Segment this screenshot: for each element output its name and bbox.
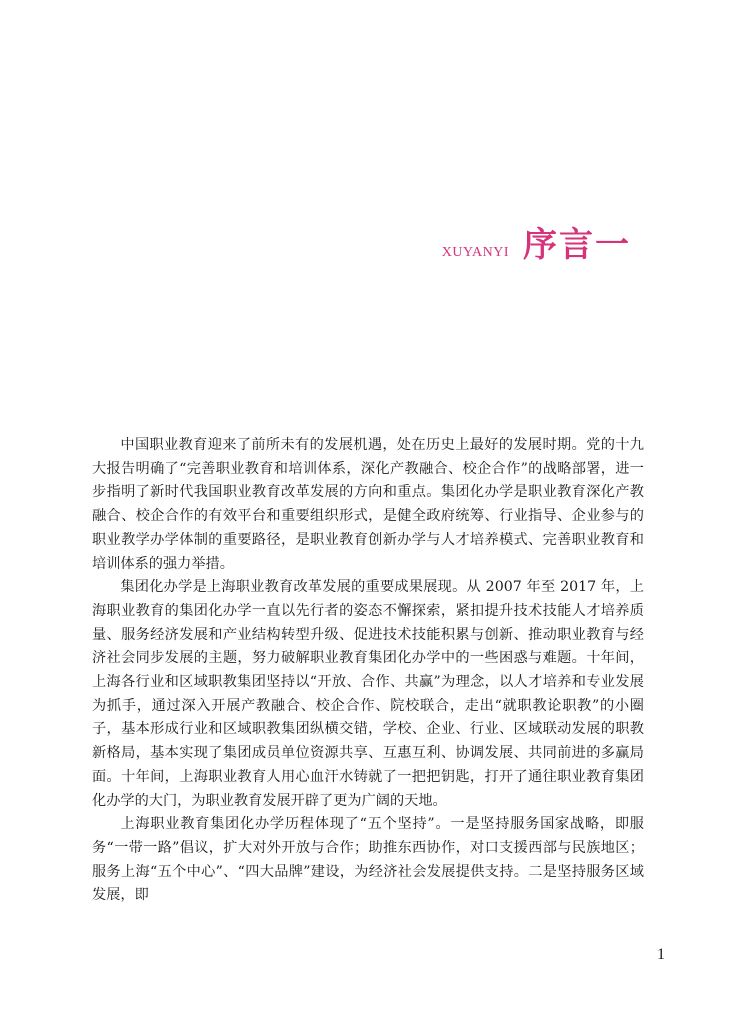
paragraph-3: 上海职业教育集团化办学历程体现了“五个坚持”。一是坚持服务国家战略，即服务“一带一路”倡议，扩大对外开放与合作；助推东西协作，对口支援西部与民族地区；服务上海“五个中心”、“四大品牌”建设，为经济社会发展提供支持。二是坚持服务区域发展，即 (92, 816, 644, 904)
body-text (92, 434, 644, 908)
paragraph-2: 集团化办学是上海职业教育改革发展的重要成果展现。从 2007 年至 2017 年，上海职业教育的集团化办学一直以先行者的姿态不懈探索，紧扣提升技术技能人才培养质量、服务经济发展和产业结构转型升级、促进技术技能积累与创新、推动职业教育与经济社会同步发展的主题，努力破解职业教育集团化办学中的一些困惑与难题。十年间，上海各行业和区域职教集团坚持以“开放、合作、共赢”为理念，以人才培养和专业发展为抓手，通过深入开展产教融合、校企合作、院校联合，走出“就职教论职教”的小圈子，基本形成行业和区域职教集团纵横交错，学校、企业、行业、区域联动发展的职教新格局，基本实现了集团成员单位资源共享、互惠互利、协调发展、共同前进的多赢局面。十年间，上海职业教育人用心血汗水铸就了一把把钥匙，打开了通往职业教育集团化办学的大门，为职业教育发展开辟了更为广阔的天地。 (92, 579, 644, 809)
chapter-title: 序言一 (523, 225, 631, 265)
page-number: 1 (657, 946, 665, 963)
header-pinyin: XUYANYI (441, 245, 509, 260)
paragraph-1: 中国职业教育迎来了前所未有的发展机遇，处在历史上最好的发展时期。党的十九大报告明确了“完善职业教育和培训体系，深化产教融合、校企合作”的战略部署，进一步指明了新时代我国职业教育改革发展的方向和重点。集团化办学是职业教育深化产教融合、校企合作的有效平台和重要组织形式，是健全政府统筹、行业指导、企业参与的职业教学办学体制的重要路径，是职业教育创新办学与人才培养模式、完善职业教育和培训体系的强力举措。 (92, 437, 644, 572)
chapter-header (441, 225, 631, 265)
